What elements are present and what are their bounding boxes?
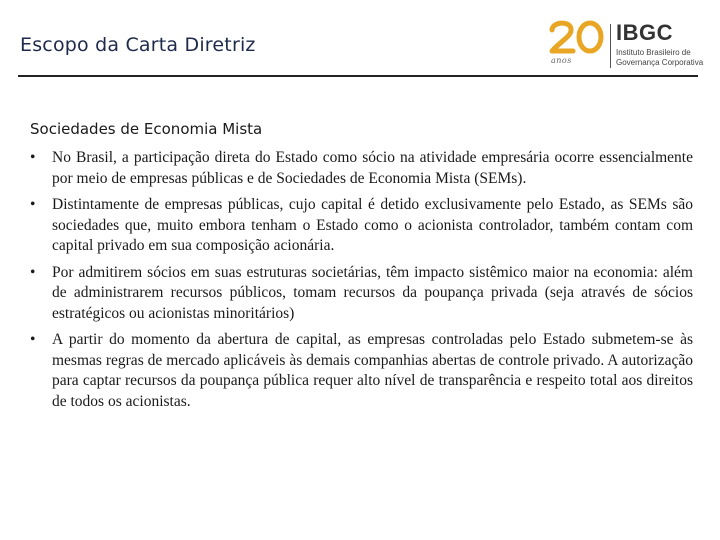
bullet-item — [30, 195, 693, 257]
logo-subtitle — [616, 48, 708, 68]
bullet-marker: • — [30, 149, 36, 166]
bullet-text: Distintamente de empresas públicas, cujo capital é detido exclusivamente pelo Estado, as SEMs são sociedades que, muito embora tenham o Estado como o acionista controlador, também contam com capital privado em sua composição acionária. — [52, 196, 693, 254]
bullet-item — [30, 330, 693, 412]
bullet-text: No Brasil, a participação direta do Estado como sócio na atividade empresária ocorre essencialmente por meio de empresas públicas e de Sociedades de Economia Mista (SEMs). — [52, 149, 693, 187]
bullet-marker: • — [30, 263, 36, 281]
logo-tagline: anos — [551, 56, 572, 65]
bullet-item — [30, 148, 693, 189]
bullet-marker: • — [30, 331, 36, 348]
bullet-list — [30, 148, 693, 418]
logo-divider — [610, 24, 611, 68]
title-divider — [18, 75, 698, 77]
ibgc-logo — [548, 18, 708, 72]
logo-wordmark: IBGC — [616, 20, 673, 45]
logo-subtitle-line1: Instituto Brasileiro de — [616, 48, 691, 57]
section-heading: Sociedades de Economia Mista — [30, 120, 263, 138]
slide-title: Escopo da Carta Diretriz — [20, 34, 256, 56]
bullet-text: Por admitirem sócios em suas estruturas societárias, têm impacto sistêmico maior na economia: além de administrarem recursos públicos, tomam recursos da poupança privada (seja através de sócios estratégicos ou acionistas minoritários) — [52, 263, 693, 322]
bullet-marker: • — [30, 196, 36, 213]
logo-subtitle-line2: Governança Corporativa — [616, 58, 704, 67]
bullet-text: A partir do momento da abertura de capital, as empresas controladas pelo Estado submetem-se às mesmas regras de mercado aplicáveis às demais companhias abertas de controle privado. A autorização para captar recursos da poupança pública requer alto nível de transparência e respeito total aos direitos de todos os acionistas. — [52, 331, 693, 410]
twenty-years-emblem — [548, 18, 606, 56]
bullet-item — [30, 263, 693, 325]
